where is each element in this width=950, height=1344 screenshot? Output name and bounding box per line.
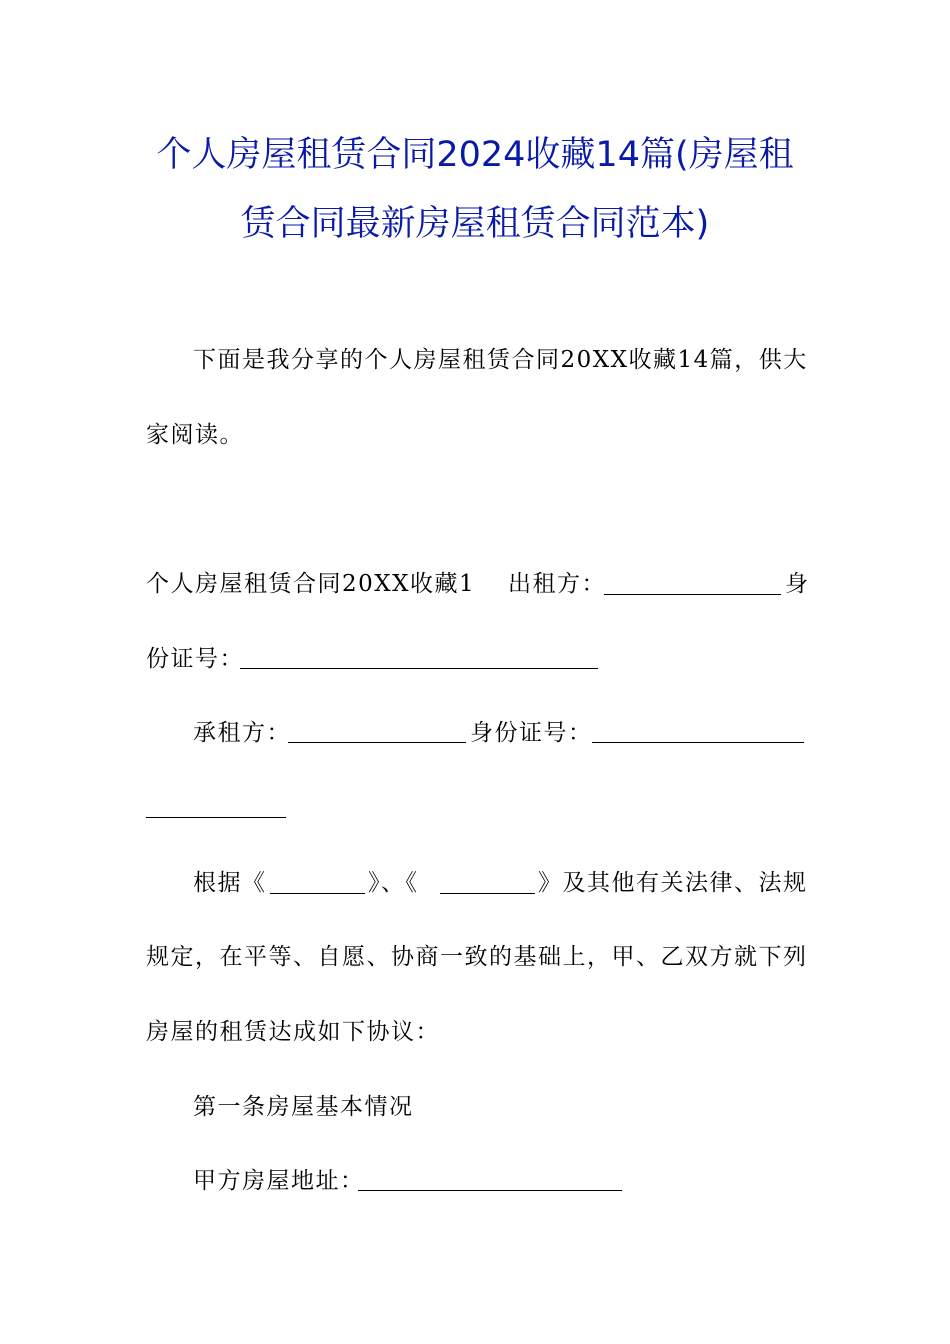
intro-paragraph-line-1: 下面是我分享的个人房屋租赁合同20XX收藏14篇，供大 <box>193 347 808 373</box>
lessee-label: 承租方： <box>193 720 291 746</box>
basis-line-3: 房屋的租赁达成如下协议： <box>146 1019 440 1045</box>
lessor-id-blank <box>240 668 598 669</box>
address-label: 甲方房屋地址： <box>193 1168 365 1194</box>
contract-heading-title: 个人房屋租赁合同20XX收藏1 <box>146 571 476 597</box>
address-blank <box>358 1190 622 1191</box>
law-name-blank-1 <box>270 893 365 894</box>
intro-paragraph-line-2: 家阅读。 <box>146 422 244 448</box>
document-title-line-2: 赁合同最新房屋租赁合同范本) <box>240 204 710 244</box>
lessee-id-blank-cont <box>146 817 286 818</box>
basis-prefix: 根据《 <box>193 870 267 896</box>
lessor-label: 出租方： <box>508 571 606 597</box>
lessee-id-blank <box>592 742 804 743</box>
contract-heading <box>146 573 475 596</box>
basis-suffix: 》及其他有关法律、法规 <box>538 870 808 896</box>
basis-mid: 》、《 <box>368 870 419 896</box>
article-1-heading: 第一条房屋基本情况 <box>193 1094 414 1120</box>
basis-line-2: 规定，在平等、自愿、协商一致的基础上，甲、乙双方就下列 <box>146 944 808 970</box>
lessor-blank <box>604 594 781 595</box>
lessor-id-label: 份证号： <box>146 646 244 672</box>
lessee-blank <box>288 742 466 743</box>
lessor-id-label-start: 身 <box>785 571 810 597</box>
document-title-line-1: 个人房屋租赁合同2024收藏14篇(房屋租 <box>156 135 794 175</box>
law-name-blank-2 <box>440 893 535 894</box>
lessee-id-label: 身份证号： <box>470 720 593 746</box>
lessor-field <box>508 573 606 596</box>
